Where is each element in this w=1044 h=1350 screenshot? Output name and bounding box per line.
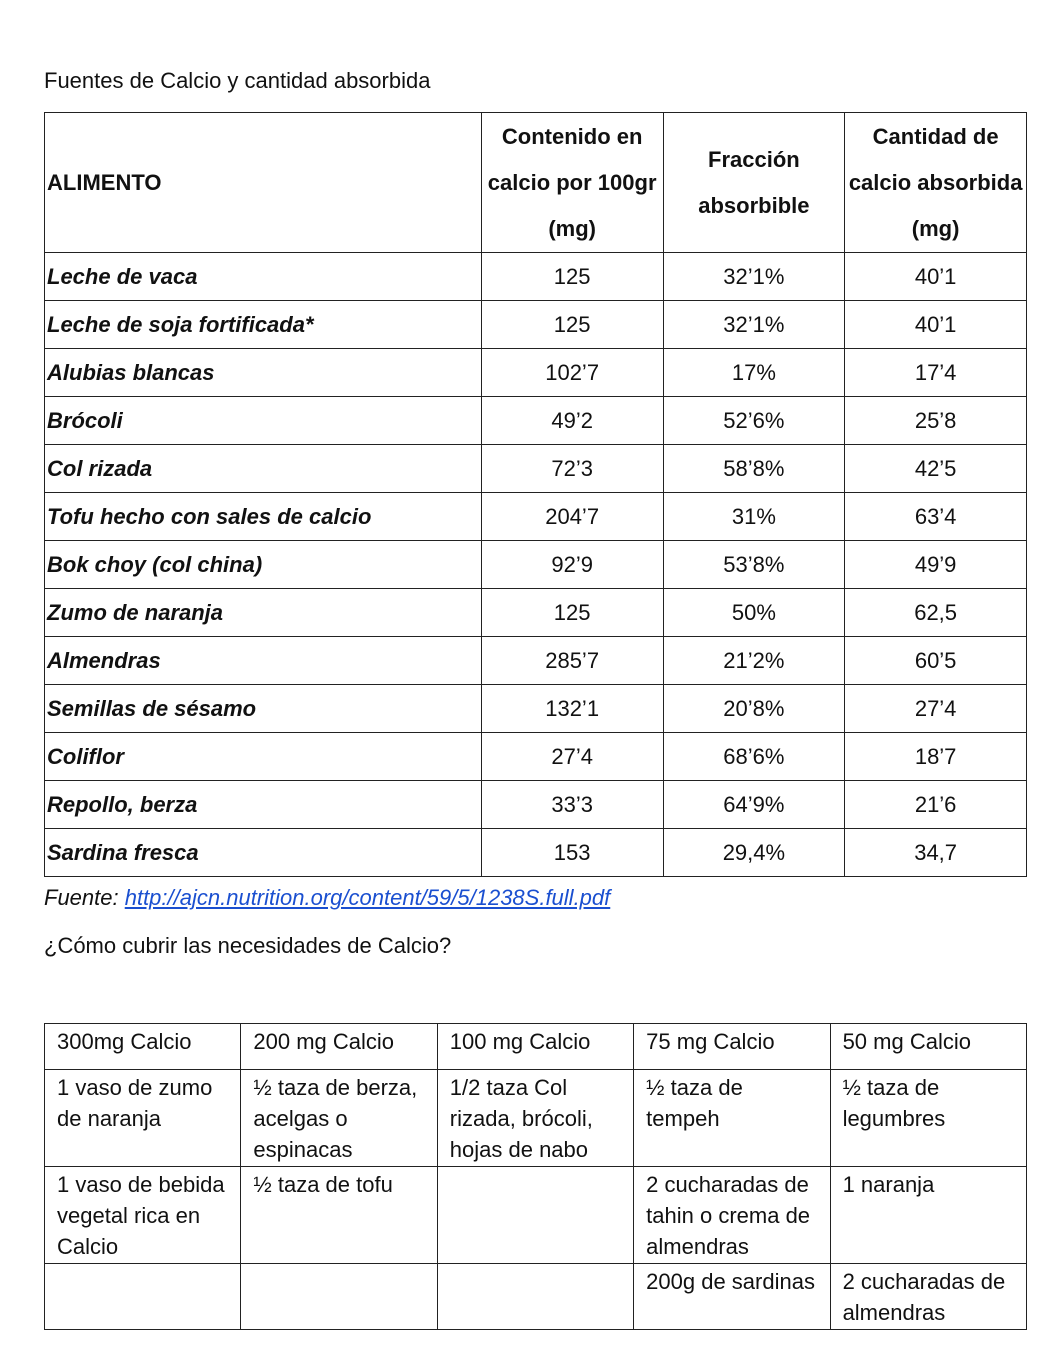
absorbed-cell: 34,7: [845, 829, 1027, 877]
section-heading: ¿Cómo cubrir las necesidades de Calcio?: [44, 933, 452, 958]
content-cell: 27’4: [481, 733, 663, 781]
header-fraction: Fracción absorbible: [663, 113, 845, 253]
table-cell: ½ taza de tempeh: [634, 1070, 830, 1167]
content-cell: 102’7: [481, 349, 663, 397]
table-cell: 2 cucharadas de tahin o crema de almendras: [634, 1167, 830, 1264]
fraction-cell: 29,4%: [663, 829, 845, 877]
absorbed-cell: 17’4: [845, 349, 1027, 397]
table-cell: [437, 1167, 633, 1264]
table-cell: ½ taza de berza, acelgas o espinacas: [241, 1070, 437, 1167]
food-cell: Leche de vaca: [45, 253, 482, 301]
table-row: [45, 589, 1027, 637]
table-cell: [437, 1264, 633, 1330]
source-link[interactable]: http://ajcn.nutrition.org/content/59/5/1238S.full.pdf: [124, 885, 611, 910]
source-line: [44, 885, 610, 911]
fraction-cell: 52’6%: [663, 397, 845, 445]
content-cell: 153: [481, 829, 663, 877]
fraction-cell: 53’8%: [663, 541, 845, 589]
table-row: [45, 1264, 1027, 1330]
table-header-row: [45, 113, 1027, 253]
table-row: [45, 397, 1027, 445]
header-300mg: 300mg Calcio: [45, 1024, 241, 1070]
food-cell: Coliflor: [45, 733, 482, 781]
calcium-needs-table: [44, 1023, 1027, 1330]
absorbed-cell: 42’5: [845, 445, 1027, 493]
absorbed-cell: 40’1: [845, 301, 1027, 349]
table-row: [45, 829, 1027, 877]
food-cell: Bok choy (col china): [45, 541, 482, 589]
food-cell: Zumo de naranja: [45, 589, 482, 637]
content-cell: 125: [481, 589, 663, 637]
table-cell: 1 vaso de bebida vegetal rica en Calcio: [45, 1167, 241, 1264]
table-cell: 2 cucharadas de almendras: [830, 1264, 1026, 1330]
header-absorbed: Cantidad de calcio absorbida (mg): [845, 113, 1027, 253]
absorbed-cell: 49’9: [845, 541, 1027, 589]
fraction-cell: 20’8%: [663, 685, 845, 733]
table-cell: ½ taza de tofu: [241, 1167, 437, 1264]
content-cell: 285’7: [481, 637, 663, 685]
source-label: Fuente:: [44, 885, 125, 910]
fraction-cell: 64’9%: [663, 781, 845, 829]
table-cell: ½ taza de legumbres: [830, 1070, 1026, 1167]
table-row: [45, 1167, 1027, 1264]
absorbed-cell: 21’6: [845, 781, 1027, 829]
fraction-cell: 21’2%: [663, 637, 845, 685]
table-row: [45, 301, 1027, 349]
header-50mg: 50 mg Calcio: [830, 1024, 1026, 1070]
fraction-cell: 50%: [663, 589, 845, 637]
table-cell: [45, 1264, 241, 1330]
page-title: Fuentes de Calcio y cantidad absorbida: [44, 68, 431, 93]
table-header-row: [45, 1024, 1027, 1070]
table-row: [45, 685, 1027, 733]
fraction-cell: 17%: [663, 349, 845, 397]
table-cell: 1 naranja: [830, 1167, 1026, 1264]
table-row: [45, 253, 1027, 301]
table-cell: 1/2 taza Col rizada, brócoli, hojas de nabo: [437, 1070, 633, 1167]
table-row: [45, 349, 1027, 397]
content-cell: 33’3: [481, 781, 663, 829]
food-cell: Brócoli: [45, 397, 482, 445]
table-row: [45, 733, 1027, 781]
food-cell: Almendras: [45, 637, 482, 685]
fraction-cell: 31%: [663, 493, 845, 541]
absorbed-cell: 25’8: [845, 397, 1027, 445]
absorbed-cell: 27’4: [845, 685, 1027, 733]
fraction-cell: 32’1%: [663, 301, 845, 349]
absorbed-cell: 18’7: [845, 733, 1027, 781]
food-cell: Leche de soja fortificada*: [45, 301, 482, 349]
table-row: [45, 445, 1027, 493]
header-content: Contenido en calcio por 100gr (mg): [481, 113, 663, 253]
absorbed-cell: 63’4: [845, 493, 1027, 541]
header-food: ALIMENTO: [45, 113, 482, 253]
content-cell: 125: [481, 301, 663, 349]
fraction-cell: 58’8%: [663, 445, 845, 493]
table-row: [45, 493, 1027, 541]
content-cell: 49’2: [481, 397, 663, 445]
table-cell: [241, 1264, 437, 1330]
content-cell: 125: [481, 253, 663, 301]
header-100mg: 100 mg Calcio: [437, 1024, 633, 1070]
fraction-cell: 32’1%: [663, 253, 845, 301]
content-cell: 204’7: [481, 493, 663, 541]
table-row: [45, 541, 1027, 589]
table-row: [45, 781, 1027, 829]
header-75mg: 75 mg Calcio: [634, 1024, 830, 1070]
absorbed-cell: 62,5: [845, 589, 1027, 637]
food-cell: Sardina fresca: [45, 829, 482, 877]
absorbed-cell: 60’5: [845, 637, 1027, 685]
table-row: [45, 637, 1027, 685]
food-cell: Repollo, berza: [45, 781, 482, 829]
food-cell: Col rizada: [45, 445, 482, 493]
table-cell: 200g de sardinas: [634, 1264, 830, 1330]
food-cell: Tofu hecho con sales de calcio: [45, 493, 482, 541]
content-cell: 72’3: [481, 445, 663, 493]
content-cell: 92’9: [481, 541, 663, 589]
absorbed-cell: 40’1: [845, 253, 1027, 301]
table-row: [45, 1070, 1027, 1167]
header-200mg: 200 mg Calcio: [241, 1024, 437, 1070]
content-cell: 132’1: [481, 685, 663, 733]
fraction-cell: 68’6%: [663, 733, 845, 781]
food-cell: Semillas de sésamo: [45, 685, 482, 733]
food-cell: Alubias blancas: [45, 349, 482, 397]
table-cell: 1 vaso de zumo de naranja: [45, 1070, 241, 1167]
calcium-sources-table: [44, 112, 1027, 877]
